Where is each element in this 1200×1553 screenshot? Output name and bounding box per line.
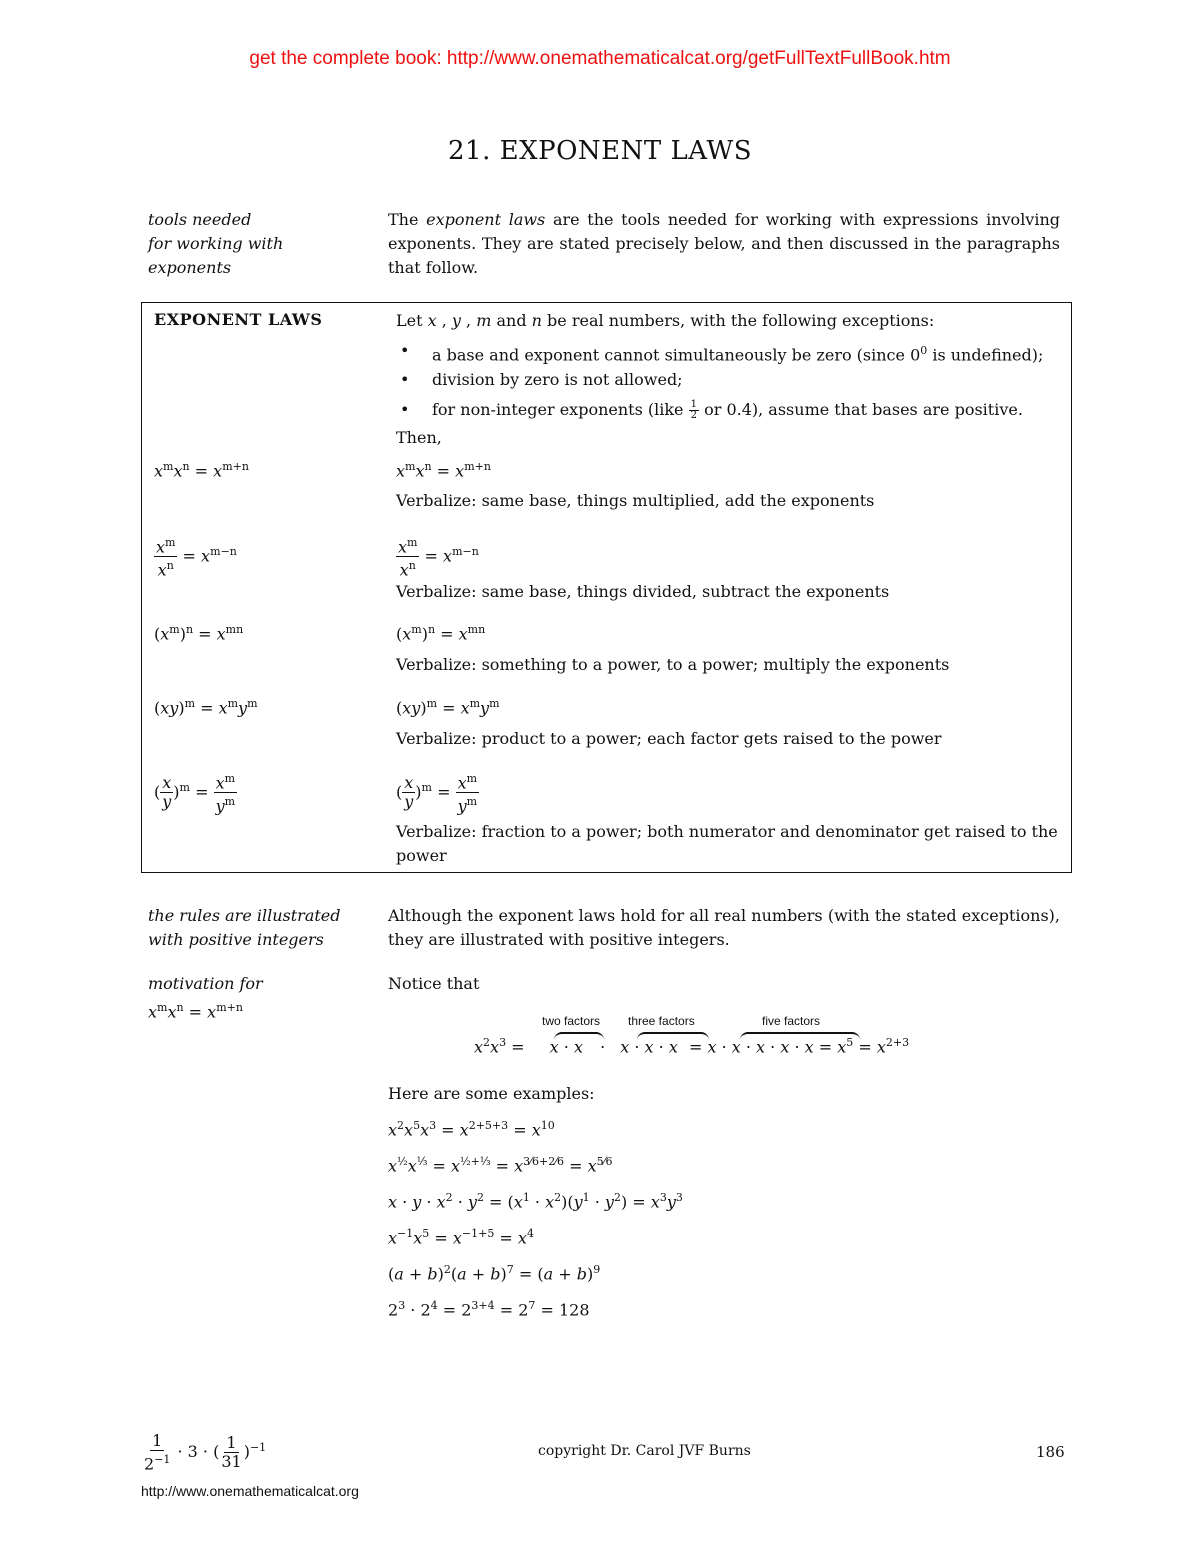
book-link-banner[interactable]: get the complete book: http://www.onemathematicalcat.org/getFullTextFullBook.htm (249, 48, 951, 69)
examples-intro: Here are some examples: (388, 1084, 595, 1103)
then-label: Then, (396, 428, 442, 447)
let-statement: Let x , y , m and n be real numbers, with the following exceptions: (396, 311, 935, 330)
page-number: 186 (1036, 1443, 1065, 1461)
law-product-rule-restated: $x^mx^n = x^{m+n}$ (396, 460, 491, 481)
exception-item: • a base and exponent cannot simultaneously be zero (since $0^0$ is undefined); (432, 339, 1072, 367)
example-item: $x^{\frac{1}{2}}x^{\frac{1}{3}} = x^{\frac{1}{2}+\frac{1}{3}} = x^{3⁄6+2⁄6} = x^{5⁄6}$ (388, 1155, 613, 1176)
law-product-to-power-restated: $(xy)^m = x^my^m$ (396, 697, 500, 718)
footer-math-logo: $\frac{1}{2^{-1}}$ · 3 · ( $\frac{1}{31}$ )$^{-1}$ (144, 1431, 267, 1474)
verbalize-power: Verbalize: something to a power, to a power; multiply the exponents (396, 655, 950, 674)
verbalize-product-power: Verbalize: product to a power; each factor gets raised to the power (396, 729, 942, 748)
box-heading: EXPONENT LAWS (154, 310, 323, 329)
example-item: $x^2x^5x^3 = x^{2+5+3} = x^{10}$ (388, 1119, 555, 1140)
label-two-factors: two factors (542, 1014, 601, 1028)
verbalize-quotient: Verbalize: same base, things divided, subtract the exponents (396, 582, 890, 601)
law-quotient-to-power-restated: ( $\frac{x}{y}$ )$^m$ = $\frac{x^m}{y^m}$ (396, 772, 478, 816)
intro-paragraph: The exponent laws are the tools needed for working with expressions involving exponents. They are stated precisely below, and then discussed in the paragraphs that follow. (388, 210, 1061, 277)
law-quotient-rule-restated: $\frac{x^m}{x^n}$ = $x^{m-n}$ (398, 536, 479, 580)
illustrated-paragraph: Although the exponent laws hold for all real numbers (with the stated exceptions), they are illustrated with positive integers. (388, 906, 1060, 949)
verbalize-product: Verbalize: same base, things multiplied, add the exponents (396, 491, 875, 510)
exception-item: • for non-integer exponents (like $\frac{1}{2}$ or 0.4), assume that bases are positive. (432, 398, 1072, 422)
footer-url[interactable]: http://www.onemathematicalcat.org (141, 1483, 359, 1499)
copyright: copyright Dr. Carol JVF Burns (538, 1443, 751, 1459)
label-three-factors: three factors (628, 1014, 695, 1028)
page-title: 21. EXPONENT LAWS (447, 136, 753, 166)
law-power-of-power: $(x^m)^n = x^{mn}$ (154, 623, 244, 644)
margin-note-motivation: motivation for $x^mx^n = x^{m+n}$ (148, 974, 263, 1022)
law-power-of-power-restated: $(x^m)^n = x^{mn}$ (396, 623, 486, 644)
law-quotient-rule: $\frac{x^m}{x^n}$ = $x^{m-n}$ (156, 536, 237, 580)
example-item: $x \cdot y \cdot x^2 \cdot y^2 = (x^1 \cdot x^2)(y^1 \cdot y^2) = x^3y^3$ (388, 1191, 683, 1212)
exception-item: • division by zero is not allowed; (432, 368, 1072, 392)
margin-note-tools: tools needed for working with exponents (148, 210, 284, 277)
label-five-factors: five factors (762, 1014, 821, 1028)
example-item: $x^{-1}x^5 = x^{-1+5} = x^4$ (388, 1227, 534, 1248)
example-item: $2^3 \cdot 2^4 = 2^{3+4} = 2^7 = 128$ (388, 1299, 590, 1320)
factor-equation: $x^2x^3 = x \cdot x \cdot x \cdot x \cdot x = x \cdot x \cdot x \cdot x \cdot x = x^5 = x^{2+3}$ (474, 1036, 910, 1057)
law-product-rule: $x^mx^n = x^{m+n}$ (154, 460, 249, 481)
verbalize-fraction-power: Verbalize: fraction to a power; both numerator and denominator get raised to the power (396, 822, 1058, 865)
example-item: $(a + b)^2(a + b)^7 = (a + b)^9$ (388, 1263, 601, 1284)
notice-that: Notice that (388, 974, 480, 993)
law-quotient-to-power: ( $\frac{x}{y}$ )$^m$ = $\frac{x^m}{y^m}$ (154, 772, 236, 816)
margin-note-illustrated: the rules are illustrated with positive integers (148, 906, 341, 949)
law-product-to-power: $(xy)^m = x^my^m$ (154, 697, 258, 718)
